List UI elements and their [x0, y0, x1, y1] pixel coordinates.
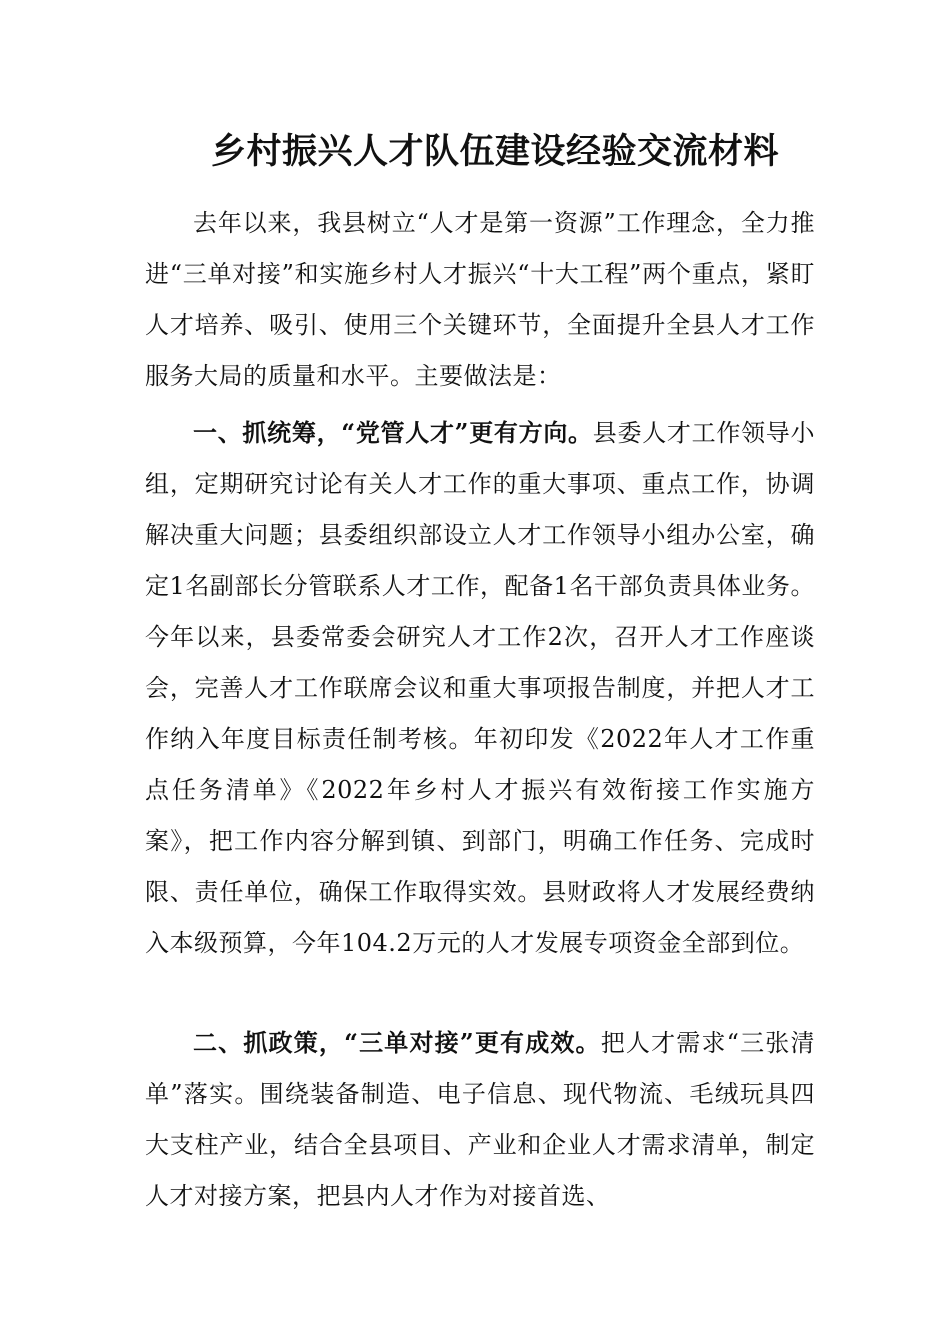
section-1-heading: 一、抓统筹，“党管人才”更有方向。: [193, 418, 593, 447]
document-title: 乡村振兴人才队伍建设经验交流材料: [210, 131, 779, 172]
paragraph-intro: [145, 198, 815, 402]
paragraph-intro-text: 去年以来，我县树立“人才是第一资源”工作理念，全力推进“三单对接”和实施乡村人才振兴“十大工程”两个重点，紧盯人才培养、吸引、使用三个关键环节，全面提升全县人才工作服务大局的质量和水平。主要做法是：: [145, 209, 815, 390]
section-1-text: 县委人才工作领导小组，定期研究讨论有关人才工作的重大事项、重点工作，协调解决重大问题；县委组织部设立人才工作领导小组办公室，确定1名副部长分管联系人才工作，配备1名干部负责具体业务。今年以来，县委常委会研究人才工作2次，召开人才工作座谈会，完善人才工作联席会议和重大事项报告制度，并把人才工作纳入年度目标责任制考核。年初印发《2022年人才工作重点任务清单》《2022年乡村人才振兴有效衔接工作实施方案》，把工作内容分解到镇、到部门，明确工作任务、完成时限、责任单位，确保工作取得实效。县财政将人才发展经费纳入本级预算，今年104.2万元的人才发展专项资金全部到位。: [145, 419, 816, 957]
paragraph-section-2: [145, 1017, 815, 1222]
section-2-text: 把人才需求“三张清单”落实。围绕装备制造、电子信息、现代物流、毛绒玩具四大支柱产业，结合全县项目、产业和企业人才需求清单，制定人才对接方案，把县内人才作为对接首选、: [145, 1029, 815, 1210]
paragraph-section-1: [145, 407, 815, 969]
section-2-heading: 二、抓政策，“三单对接”更有成效。: [193, 1028, 601, 1057]
